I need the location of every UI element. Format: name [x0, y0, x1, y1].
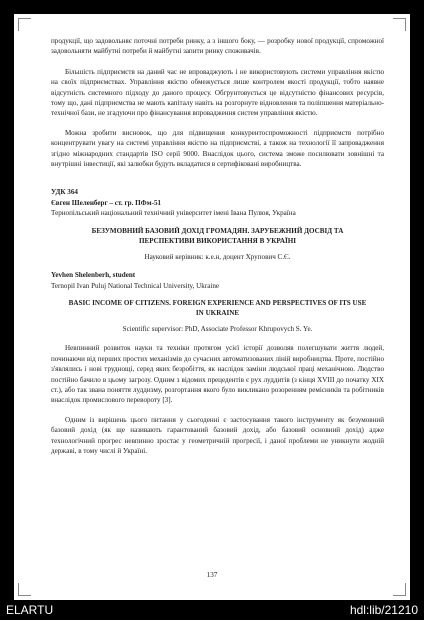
paragraph-2: Більшість підприємств на даний час не впроваджують і не використовують системи управління якістю на своїх підприємствах. Управління якістю обмежується лише контролем якості продукції, тобто наявне відсутність системного підходу до даного процесу. Обгрунтовується це відсутністю фінансових ресурсів, тому що, дані підприємства не мають капіталу навіть на розгорнуте відновлення та поліпшення матеріально-технічної бази, не згадуючи про фінансування впровадження систем управління якістю. — [51, 67, 384, 118]
affiliation-en: Ternopil Ivan Puluj National Technical University, Ukraine — [51, 281, 220, 290]
page-body — [51, 36, 384, 456]
document-page — [14, 14, 410, 600]
paragraph-1: продукції, що задовольняє поточні потреби ринку, а з іншого боку, — розробку нової продукції, спроможної задовольняти майбутні потреби й майбутні запити ринку споживачів. — [51, 37, 384, 56]
viewer-footer — [0, 600, 424, 620]
repository-label: ELARTU — [6, 603, 54, 617]
paragraph-4: Невпинний розвиток науки та техніки протягом усієї історії дозволяв полегшувати життя людей, починаючи від перших простих механізмів до сучасних автоматизованих ліній виробництва. Проте, постійно з'являлись і нові труднощі, серед яких безробіття, як наслідок заміни людської праці механічною. Людство постійно бачило в цьому загрозу. Одним з відомих прецедентів є рух луддитів (з кінця XVIII до початку XIX ст.), або так звана поняття луддизму, розгортання якого було викликано розоренням ремісників та робітників внаслідок промислового перевороту [3]. — [51, 344, 384, 405]
author-ua: Євген Шеленберг – ст. гр. ПФм-51 — [51, 198, 162, 207]
udk-code: УДК 364 — [51, 188, 78, 197]
page-number: 137 — [206, 571, 218, 579]
paragraph-3: Можна зробити висновок, що для підвищення конкурентоспроможності підприємств потрібно концентрувати увагу на системі управління якістю на підприємстві, а також на технології її запровадження згідно міжнародних стандартів ISO серії 9000. Внаслідок цього, система зможе посилювати зовнішні та внутрішні інвестиції, які залюбки будуть вкладатися в сертифіковані виробництва. — [51, 128, 384, 169]
handle-label: hdl:lib/21210 — [349, 603, 418, 617]
supervisor-ua: Науковий керівник: к.е.н, доцент Хрупович С.Є. — [144, 252, 291, 261]
corner-mark — [393, 583, 406, 596]
author-en: Yevhen Shelenberh, student — [51, 271, 136, 280]
affiliation-ua: Тернопільський національний технічний університет імені Івана Пулюя, Україна — [51, 209, 296, 218]
paragraph-5: Одним із вирішень цього питання у сьогоденні є застосування такого інструменту як безумовний базовий дохід (як ще називають гарантований базовий дохід, або базовий основний дохід) адже технологічний прогрес невпинно зростає у геометричній прогресії, і даної проблеми не уникнути жодній державі, в тому числі й Україні. — [51, 415, 384, 455]
title-ua: БЕЗУМОВНИЙ БАЗОВИЙ ДОХІД ГРОМАДЯН. ЗАРУБЕЖНИЙ ДОСВІД ТА ПЕРСПЕКТИВИ ВИКОРИСТАННЯ В УКРАЇНІ — [91, 226, 344, 245]
corner-mark — [393, 18, 406, 31]
corner-mark — [18, 18, 31, 31]
supervisor-en: Scientific supervisor: PhD, Associate Professor Khrupovych S. Ye. — [122, 324, 313, 333]
corner-mark — [18, 583, 31, 596]
title-en: BASIC INCOME OF CITIZENS. FOREIGN EXPERIENCE AND PERSPECTIVES OF ITS USE IN UKRAINE — [68, 298, 367, 317]
